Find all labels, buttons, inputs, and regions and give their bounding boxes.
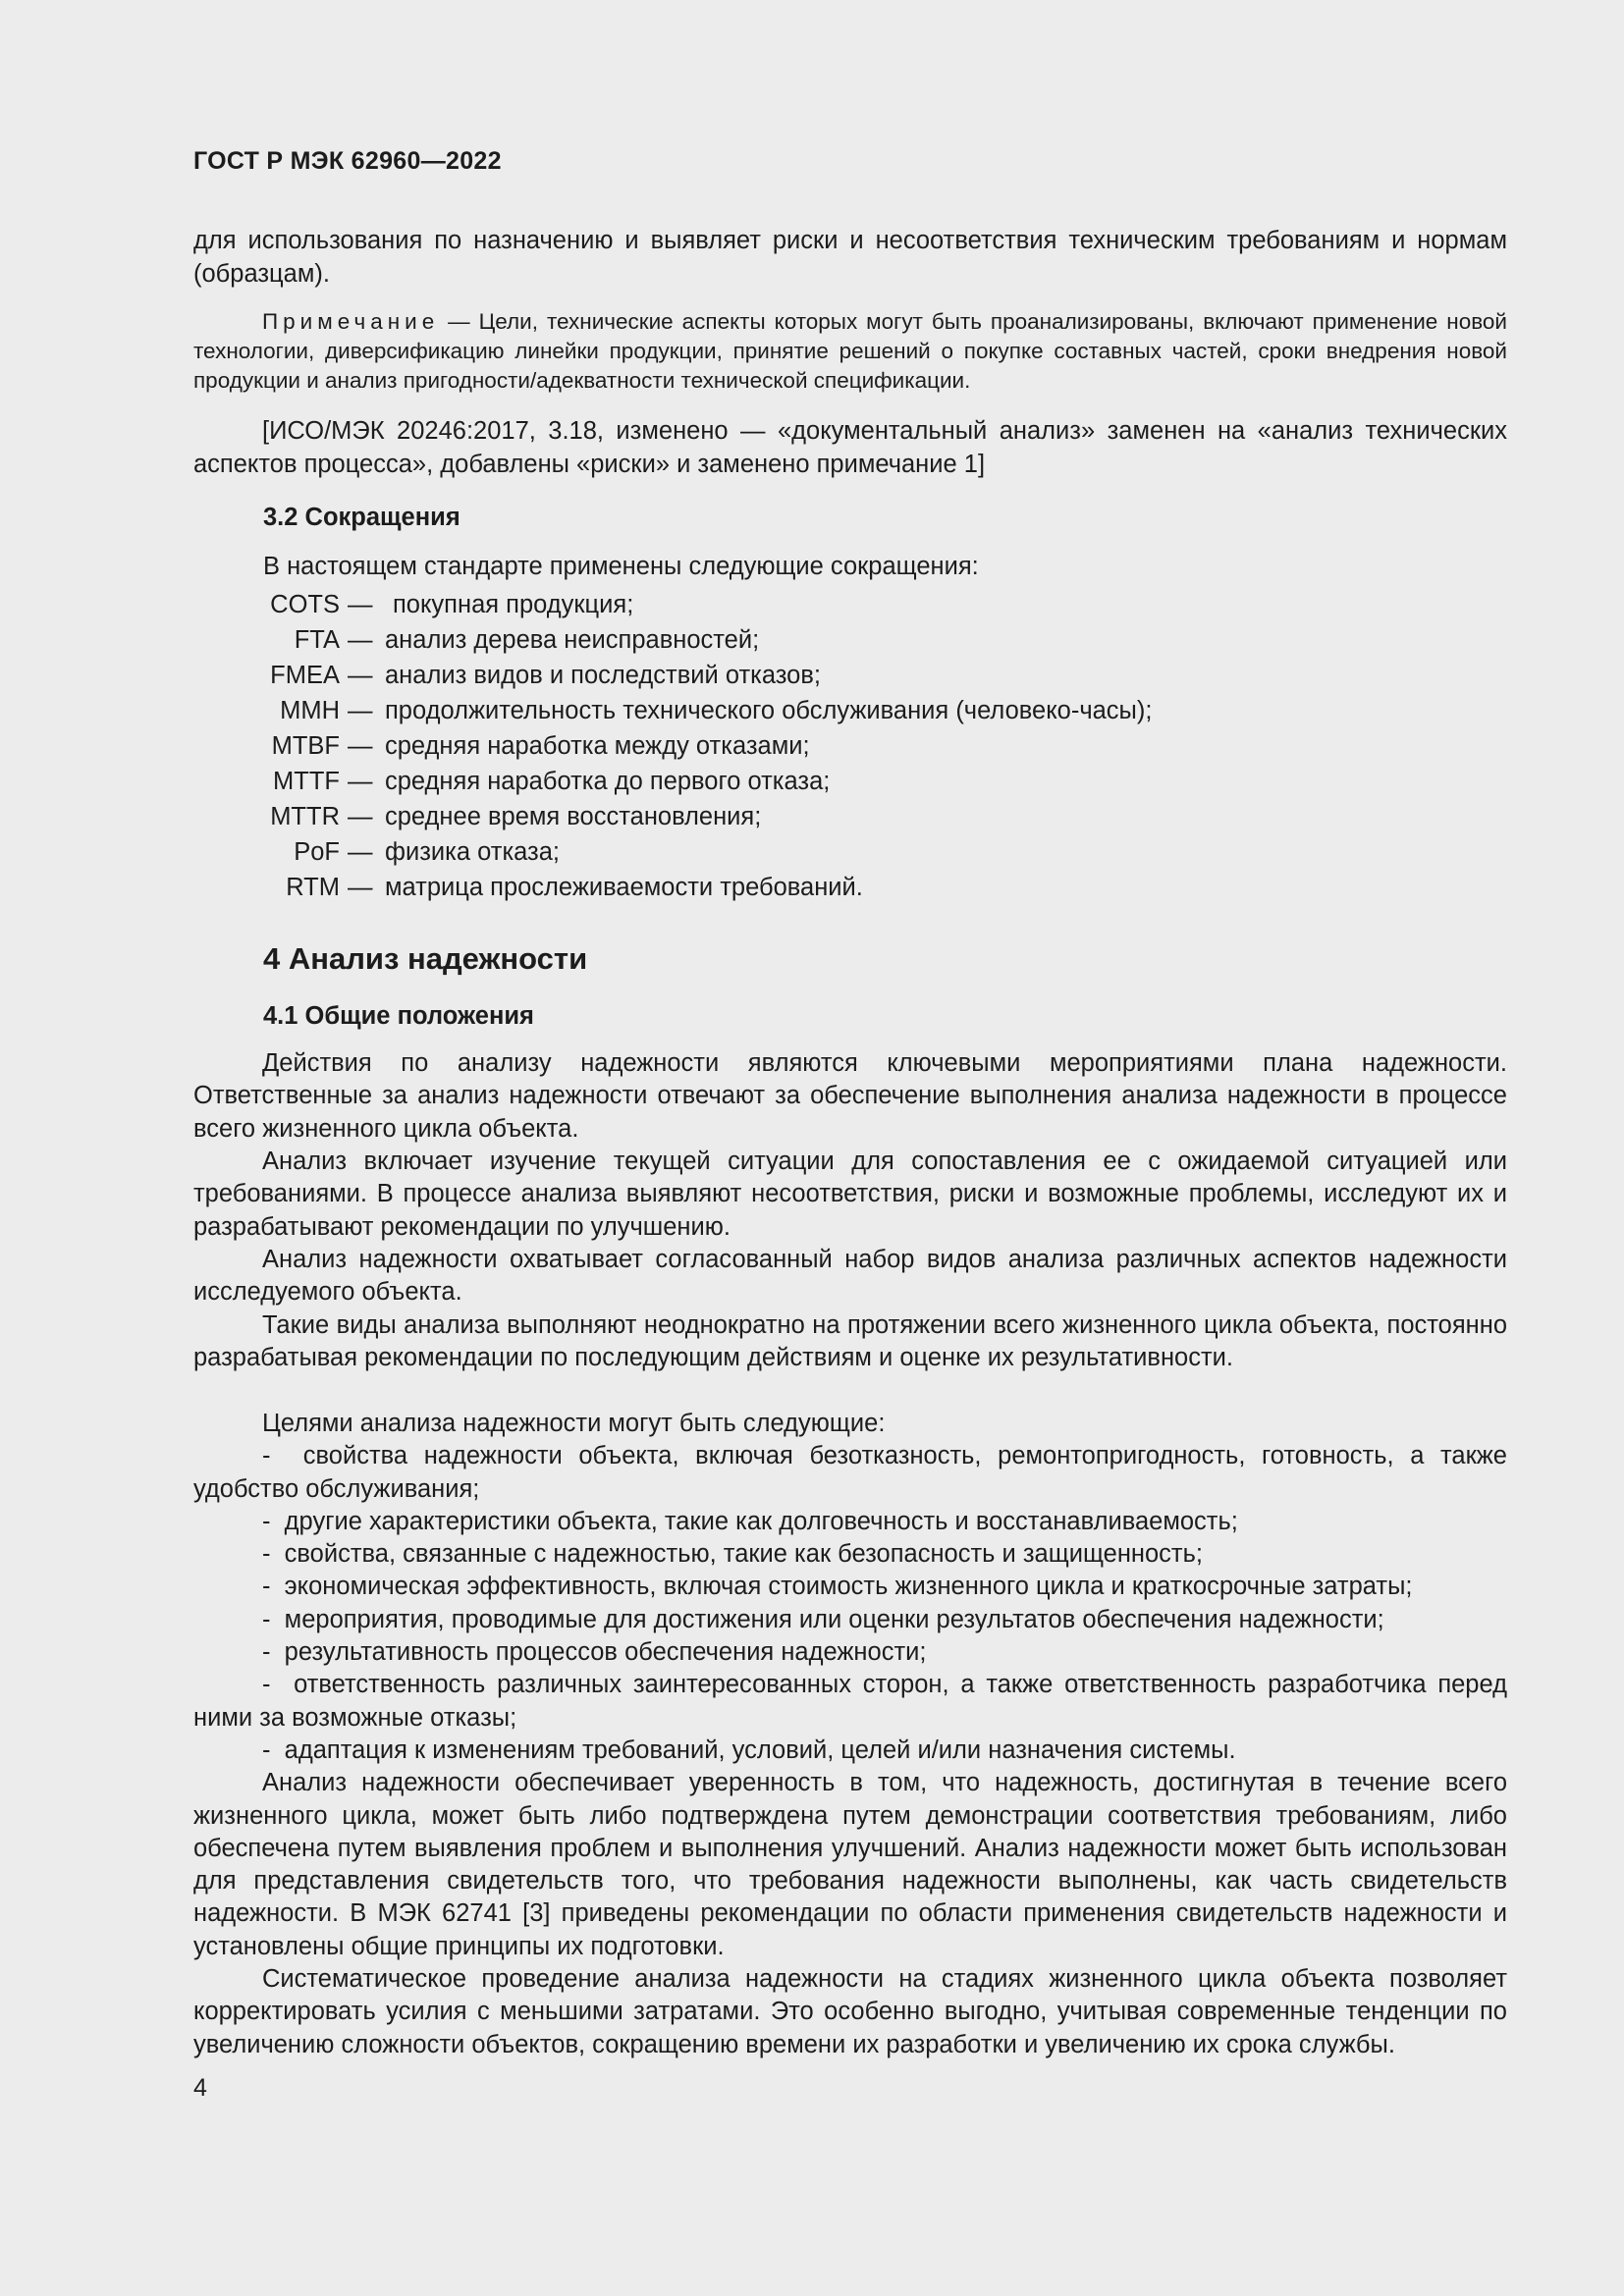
bullet-dash: -: [262, 1638, 271, 1667]
list-item-text: ответственность различных заинтересованных сторон, а также ответственность разработчика перед ними за возможные отказы;: [193, 1671, 1507, 1732]
abbreviation-definition: анализ дерева неисправностей;: [385, 626, 760, 654]
bullet-dash: -: [262, 1540, 271, 1569]
abbreviation-code: FMEA: [270, 662, 340, 689]
list-item-text: свойства надежности объекта, включая безотказность, ремонтопригодность, готовность, а также удобство обслуживания;: [193, 1442, 1507, 1503]
abbreviation-dash: —: [348, 768, 373, 795]
abbreviation-code: MTBF: [271, 732, 340, 760]
abbreviation-code: FTA: [294, 626, 340, 654]
abbreviation-definition: покупная продукция;: [393, 591, 634, 618]
abbreviation-dash: —: [348, 732, 373, 760]
abbreviation-dash: —: [348, 803, 373, 830]
list-item: [193, 1636, 1507, 1669]
body-paragraph: Систематическое проведение анализа надежности на стадиях жизненного цикла объекта позволяет корректировать усилия с меньшими затратами. Это особенно выгодно, учитывая современные тенденции по увеличению сложности объектов, сокращению времени их разработки и увеличению их срока службы.: [193, 1965, 1507, 2058]
abbreviation-definition: среднее время восстановления;: [385, 803, 762, 830]
bullet-dash: -: [262, 1573, 271, 1601]
abbreviation-code: RTM: [286, 874, 340, 901]
note-paragraph: [193, 307, 1507, 396]
list-item: [193, 1571, 1507, 1603]
abbreviation-code: MMH: [280, 697, 340, 724]
abbreviation-code: MTTR: [270, 803, 340, 830]
body-paragraph: Анализ включает изучение текущей ситуации для сопоставления ее с ожидаемой ситуацией или требованиями. В процессе анализа выявляют несоответствия, риски и возможные проблемы, исследуют их и разрабатывают рекомендации по улучшению.: [193, 1148, 1507, 1241]
goals-list: [193, 1408, 1507, 2061]
abbreviation-definition: продолжительность технического обслуживания (человеко-часы);: [385, 697, 1153, 724]
abbreviation-definition: анализ видов и последствий отказов;: [385, 662, 821, 689]
list-item: [193, 1506, 1507, 1538]
abbreviation-definition: средняя наработка до первого отказа;: [385, 768, 831, 795]
list-item-text: мероприятия, проводимые для достижения или оценки результатов обеспечения надежности;: [284, 1605, 1384, 1633]
subsection-heading-general: 4.1 Общие положения: [263, 1002, 534, 1030]
body-paragraph: Такие виды анализа выполняют неоднократно на протяжении всего жизненного цикла объекта, постоянно разрабатывая рекомендации по последующим действиям и оценке их результативности.: [193, 1311, 1507, 1372]
bullet-dash: -: [262, 1735, 271, 1764]
list-item: [193, 1440, 1507, 1506]
bullet-dash: -: [262, 1605, 271, 1633]
list-item: [193, 1604, 1507, 1636]
abbreviation-dash: —: [348, 838, 373, 866]
body-paragraph: Анализ надежности обеспечивает уверенность в том, что надежность, достигнутая в течение всего жизненного цикла, может быть либо подтверждена путем демонстрации соответствия требованиям, либо обеспечена путем выявления проблем и выполнения улучшений. Анализ надежности может быть использован для представления свидетельств того, что требования надежности выполнены, как часть свидетельств надежности. В МЭК 62741 [3] приведены рекомендации по области применения свидетельств надежности и установлены общие принципы их подготовки.: [193, 1769, 1507, 1960]
bullet-dash: -: [262, 1671, 271, 1699]
body-paragraph: Действия по анализу надежности являются ключевыми мероприятиями плана надежности. Ответственные за анализ надежности отвечают за обеспечение выполнения анализа надежности в процессе всего жизненного цикла объекта.: [193, 1049, 1507, 1143]
document-code-header: ГОСТ Р МЭК 62960—2022: [193, 147, 502, 175]
list-item-text: адаптация к изменениям требований, условий, целей и/или назначения системы.: [284, 1735, 1236, 1764]
goals-intro: Целями анализа надежности могут быть следующие:: [262, 1410, 886, 1437]
list-item: [193, 1669, 1507, 1735]
list-item: [193, 1735, 1507, 1767]
list-item: [193, 1538, 1507, 1571]
section-heading-abbreviations: 3.2 Сокращения: [263, 504, 460, 531]
abbreviation-dash: —: [348, 626, 373, 654]
abbreviation-dash: —: [348, 697, 373, 724]
list-item-text: свойства, связанные с надежностью, такие как безопасность и защищенность;: [284, 1540, 1203, 1569]
list-item-text: результативность процессов обеспечения надежности;: [284, 1638, 927, 1667]
list-item-text: другие характеристики объекта, такие как долговечность и восстанавливаемость;: [284, 1507, 1238, 1535]
bullet-dash: -: [262, 1442, 271, 1470]
abbreviation-dash: —: [348, 591, 373, 618]
abbreviation-definition: средняя наработка между отказами;: [385, 732, 810, 760]
abbreviation-code: PoF: [294, 838, 340, 866]
abbreviation-code: COTS: [270, 591, 340, 618]
continuation-paragraph: для использования по назначению и выявляет риски и несоответствия техническим требованиям и нормам (образцам).: [193, 227, 1507, 288]
abbreviations-intro: В настоящем стандарте применены следующие сокращения:: [263, 553, 979, 580]
note-label: Примечание: [262, 309, 440, 334]
abbreviation-definition: матрица прослеживаемости требований.: [385, 874, 863, 901]
section-heading-reliability-analysis: 4 Анализ надежности: [263, 941, 588, 976]
source-reference: [ИСО/МЭК 20246:2017, 3.18, изменено — «документальный анализ» заменен на «анализ технических аспектов процесса», добавлены «риски» и заменено примечание 1]: [193, 417, 1507, 478]
abbreviation-definition: физика отказа;: [385, 838, 561, 866]
abbreviation-dash: —: [348, 662, 373, 689]
note-text: — Цели, технические аспекты которых могут быть проанализированы, включают применение новой технологии, диверсификацию линейки продукции, принятие решений о покупке составных частей, сроки внедрения новой продукции и анализ пригодности/адекватности технической спецификации.: [193, 309, 1507, 393]
bullet-dash: -: [262, 1507, 271, 1535]
page-number: 4: [193, 2074, 207, 2102]
abbreviation-dash: —: [348, 874, 373, 901]
abbreviation-code: MTTF: [273, 768, 340, 795]
body-paragraph: Анализ надежности охватывает согласованный набор видов анализа различных аспектов надежности исследуемого объекта.: [193, 1246, 1507, 1307]
list-item-text: экономическая эффективность, включая стоимость жизненного цикла и краткосрочные затраты;: [284, 1573, 1413, 1601]
